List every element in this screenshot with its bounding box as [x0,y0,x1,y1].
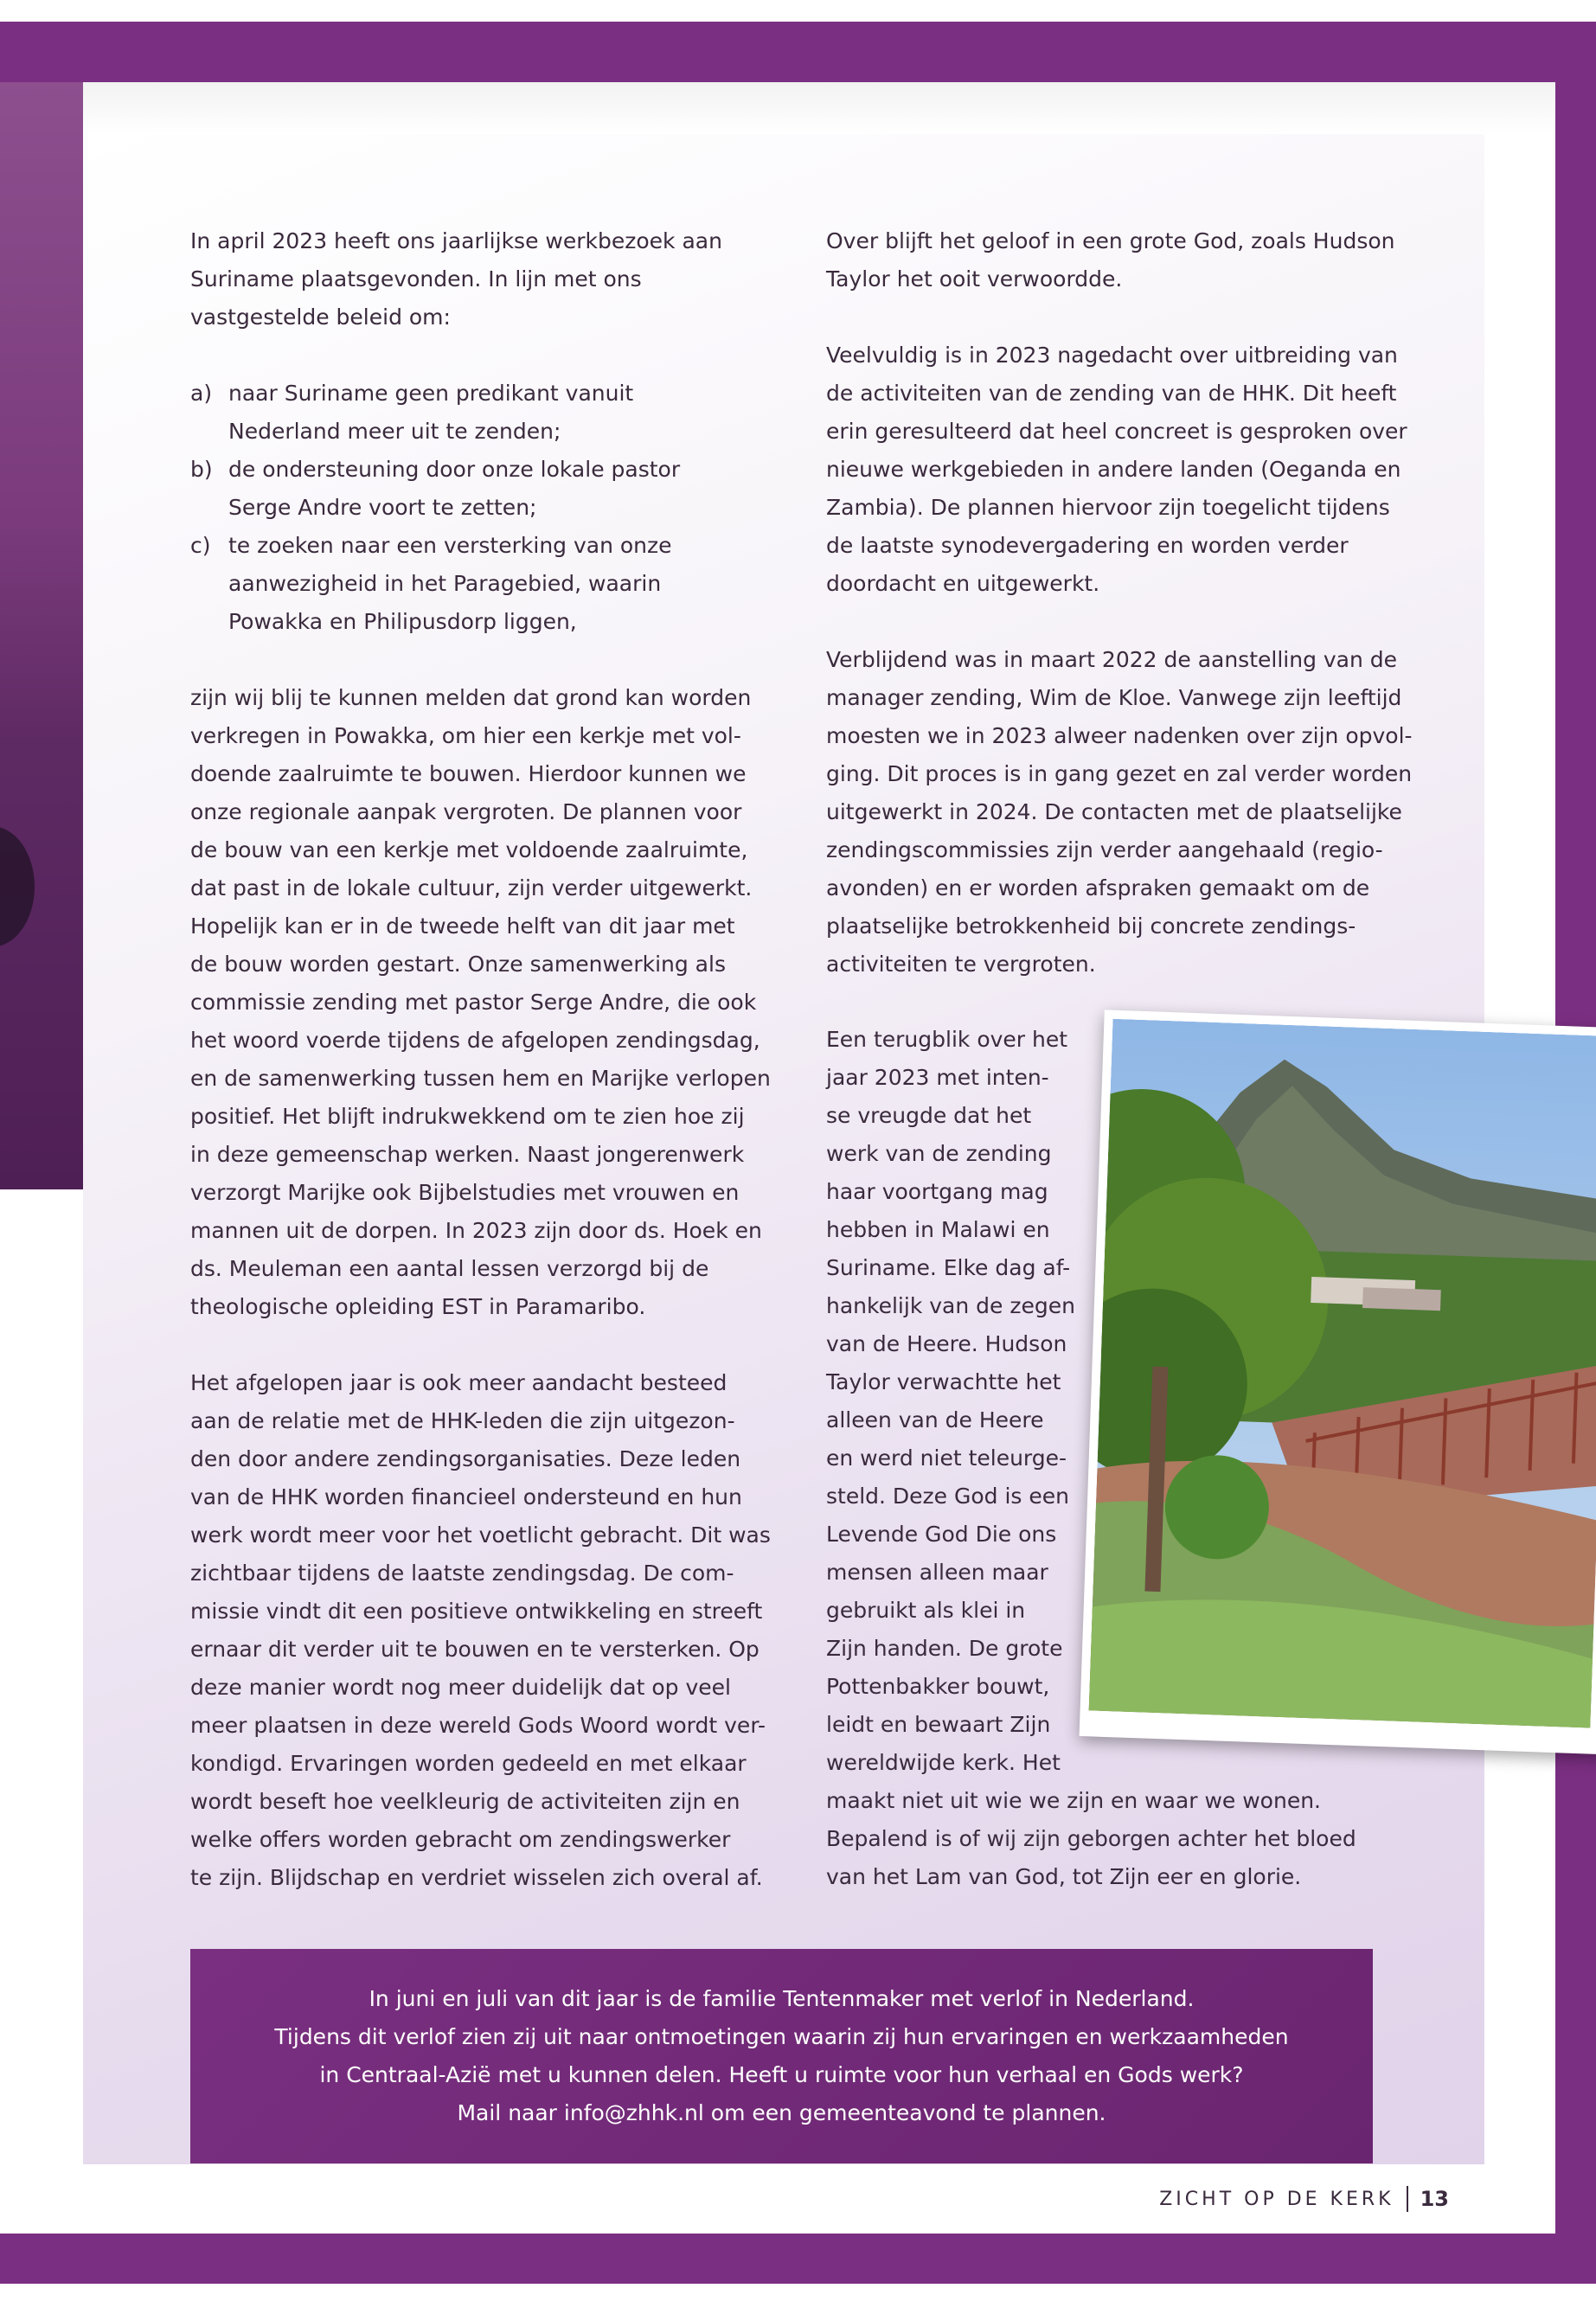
text-line: in deze gemeenschap werken. Naast jongerenwerk [190,1142,745,1167]
text-line: commissie zending met pastor Serge Andre, die ook [190,990,757,1015]
text-line: alleen van de Heere [826,1407,1044,1433]
text-line: hebben in Malawi en [826,1217,1050,1242]
text-line: haar voortgang mag [826,1179,1048,1204]
text-line: Hopelijk kan er in de tweede helft van dit jaar met [190,913,735,939]
text-line: manager zending, Wim de Kloe. Vanwege zijn leeftijd [826,685,1402,710]
frame-bottom [0,2234,1596,2284]
text-line: nieuwe werkgebieden in andere landen (Oeganda en [826,457,1401,482]
manager-paragraph [826,641,1432,984]
text-line: plaatselijke betrokkenheid bij concrete zendings- [826,913,1356,939]
text-line: te zijn. Blijdschap en verdriet wisselen zich overal af. [190,1865,763,1890]
text-line: van de HHK worden financieel ondersteund en hun [190,1484,742,1509]
text-line: jaar 2023 met inten- [826,1065,1049,1090]
text-line: wereldwijde kerk. Het [826,1750,1061,1775]
text-line: Veelvuldig is in 2023 nagedacht over uitbreiding van [826,343,1398,368]
list-item: a) naar Suriname geen predikant vanuit Nederland meer uit te zenden; [190,381,634,444]
text-line: uitgewerkt in 2024. De contacten met de plaatselijke [826,799,1402,824]
text-line: de activiteiten van de zending van de HHK. Dit heeft [826,381,1397,406]
callout-line: Tijdens dit verlof zien zij uit naar ontmoetingen waarin zij hun ervaringen en werkzaamheden [274,2024,1289,2049]
text-line: onze regionale aanpak vergroten. De plannen voor [190,799,742,824]
text-line: activiteiten te vergroten. [826,952,1096,977]
text-line: den door andere zendingsorganisaties. Deze leden [190,1446,741,1471]
frame-top [0,22,1555,82]
text-line: doende zaalruimte te bouwen. Hierdoor kunnen we [190,761,747,786]
text-line: Levende God Die ons [826,1522,1057,1547]
text-line: wordt beseft hoe veelkleurig de activiteiten zijn en [190,1789,740,1814]
text-line: de bouw van een kerkje met voldoende zaalruimte, [190,837,748,862]
text-line: Over blijft het geloof in een grote God, zoals Hudson [826,228,1395,253]
text-line: meer plaatsen in deze wereld Gods Woord wordt ver- [190,1713,766,1738]
text-line: doordacht en uitgewerkt. [826,571,1100,596]
text-line: missie vindt dit een positieve ontwikkeling en streeft [190,1599,763,1624]
text-line: verkregen in Powakka, om hier een kerkje met vol- [190,723,741,748]
text-line: Het afgelopen jaar is ook meer aandacht besteed [190,1370,727,1395]
text-line: se vreugde dat het [826,1103,1032,1128]
text-line: maakt niet uit wie we zijn en waar we wonen. [826,1788,1321,1813]
text-line: mannen uit de dorpen. In 2023 zijn door ds. Hoek en [190,1218,762,1243]
text-line: positief. Het blijft indrukwekkend om te zien hoe zij [190,1104,745,1129]
page-footer [1159,2186,1449,2212]
right-column [826,222,1432,984]
text-line: ernaar dit verder uit te bouwen en te versterken. Op [190,1637,760,1662]
text-line: Zambia). De plannen hiervoor zijn toegelicht tijdens [826,495,1390,520]
text-line: aan de relatie met de HHK-leden die zijn uitgezon- [190,1408,735,1433]
hhk-members-paragraph [190,1364,796,1897]
faith-paragraph [826,222,1432,298]
text-line: Taylor het ooit verwoordde. [826,266,1123,292]
text-line: van het Lam van God, tot Zijn eer en glorie. [826,1864,1302,1889]
callout-line: In juni en juli van dit jaar is de familie Tentenmaker met verlof in Nederland. [369,1986,1195,2011]
text-line: welke offers worden gebracht om zendingswerker [190,1827,731,1852]
text-line: erin geresulteerd dat heel concreet is gesproken over [826,419,1407,444]
text-line: mensen alleen maar [826,1560,1048,1585]
text-line: Suriname. Elke dag af- [826,1255,1071,1280]
magazine-name: ZICHT OP DE KERK [1159,2188,1394,2210]
text-line: deze manier wordt nog meer duidelijk dat op veel [190,1675,731,1700]
retrospective-paragraph-end [826,1782,1432,1896]
retrospective-paragraph-wrapped [826,1021,1086,1782]
text-line: hankelijk van de zegen [826,1293,1075,1318]
list-item: b) de ondersteuning door onze lokale pastor Serge Andre voort te zetten; [190,457,681,520]
text-line: Zijn handen. De grote [826,1636,1063,1661]
text-line: en werd niet teleurge- [826,1445,1067,1471]
text-line: zichtbaar tijdens de laatste zendingsdag. De com- [190,1561,734,1586]
text-line: verzorgt Marijke ook Bijbelstudies met vrouwen en [190,1180,740,1205]
text-line: theologische opleiding EST in Paramaribo. [190,1294,646,1319]
text-line: ds. Meuleman een aantal lessen verzorgd bij de [190,1256,709,1281]
expansion-paragraph [826,336,1432,603]
suriname-paragraph [190,679,796,1326]
intro-paragraph: In april 2023 heeft ons jaarlijkse werkbezoek aan Suriname plaatsgevonden. In lijn met ons vastgestelde beleid om: [190,228,722,330]
text-line: en de samenwerking tussen hem en Marijke verlopen [190,1066,771,1091]
text-line: avonden) en er worden afspraken gemaakt om de [826,875,1370,901]
text-line: leidt en bewaart Zijn [826,1712,1051,1737]
text-line: steld. Deze God is een [826,1484,1070,1509]
text-line: Een terugblik over het [826,1027,1068,1052]
text-line: Taylor verwachtte het [826,1369,1061,1394]
text-line: ging. Dit proces is in gang gezet en zal verder worden [826,761,1413,786]
footer-divider [1407,2186,1408,2212]
policy-list [190,375,796,641]
text-line: zijn wij blij te kunnen melden dat grond kan worden [190,685,752,710]
malawi-landscape-photo [1080,1009,1596,1754]
text-line: het woord voerde tijdens de afgelopen zendingsdag, [190,1028,760,1053]
text-line: Verblijdend was in maart 2022 de aanstelling van de [826,647,1398,672]
text-line: zendingscommissies zijn verder aangehaald (regio- [826,837,1383,862]
panel-shadow [83,82,1555,134]
side-photo-strip [0,82,83,1189]
callout-box [190,1949,1373,2163]
text-line: moesten we in 2023 alweer nadenken over zijn opvol- [826,723,1413,748]
callout-line: in Centraal-Azië met u kunnen delen. Heeft u ruimte voor hun verhaal en Gods werk? [319,2062,1244,2087]
page-number: 13 [1420,2187,1449,2211]
text-line: kondigd. Ervaringen worden gedeeld en met elkaar [190,1751,747,1776]
text-line: dat past in de lokale cultuur, zijn verder uitgewerkt. [190,875,753,901]
text-line: werk van de zending [826,1141,1052,1166]
list-item: c) te zoeken naar een versterking van onze aanwezigheid in het Paragebied, waarin Powakka en Philipusdorp liggen, [190,533,672,634]
text-line: gebruikt als klei in [826,1598,1026,1623]
text-line: werk wordt meer voor het voetlicht gebracht. Dit was [190,1522,771,1548]
text-line: Bepalend is of wij zijn geborgen achter het bloed [826,1826,1356,1851]
callout-line: Mail naar info@zhhk.nl om een gemeenteavond te plannen. [457,2100,1106,2125]
text-line: de laatste synodevergadering en worden verder [826,533,1349,558]
text-line: van de Heere. Hudson [826,1331,1067,1356]
left-column [190,222,796,1897]
text-line: Pottenbakker bouwt, [826,1674,1050,1699]
text-line: de bouw worden gestart. Onze samenwerking als [190,952,726,977]
